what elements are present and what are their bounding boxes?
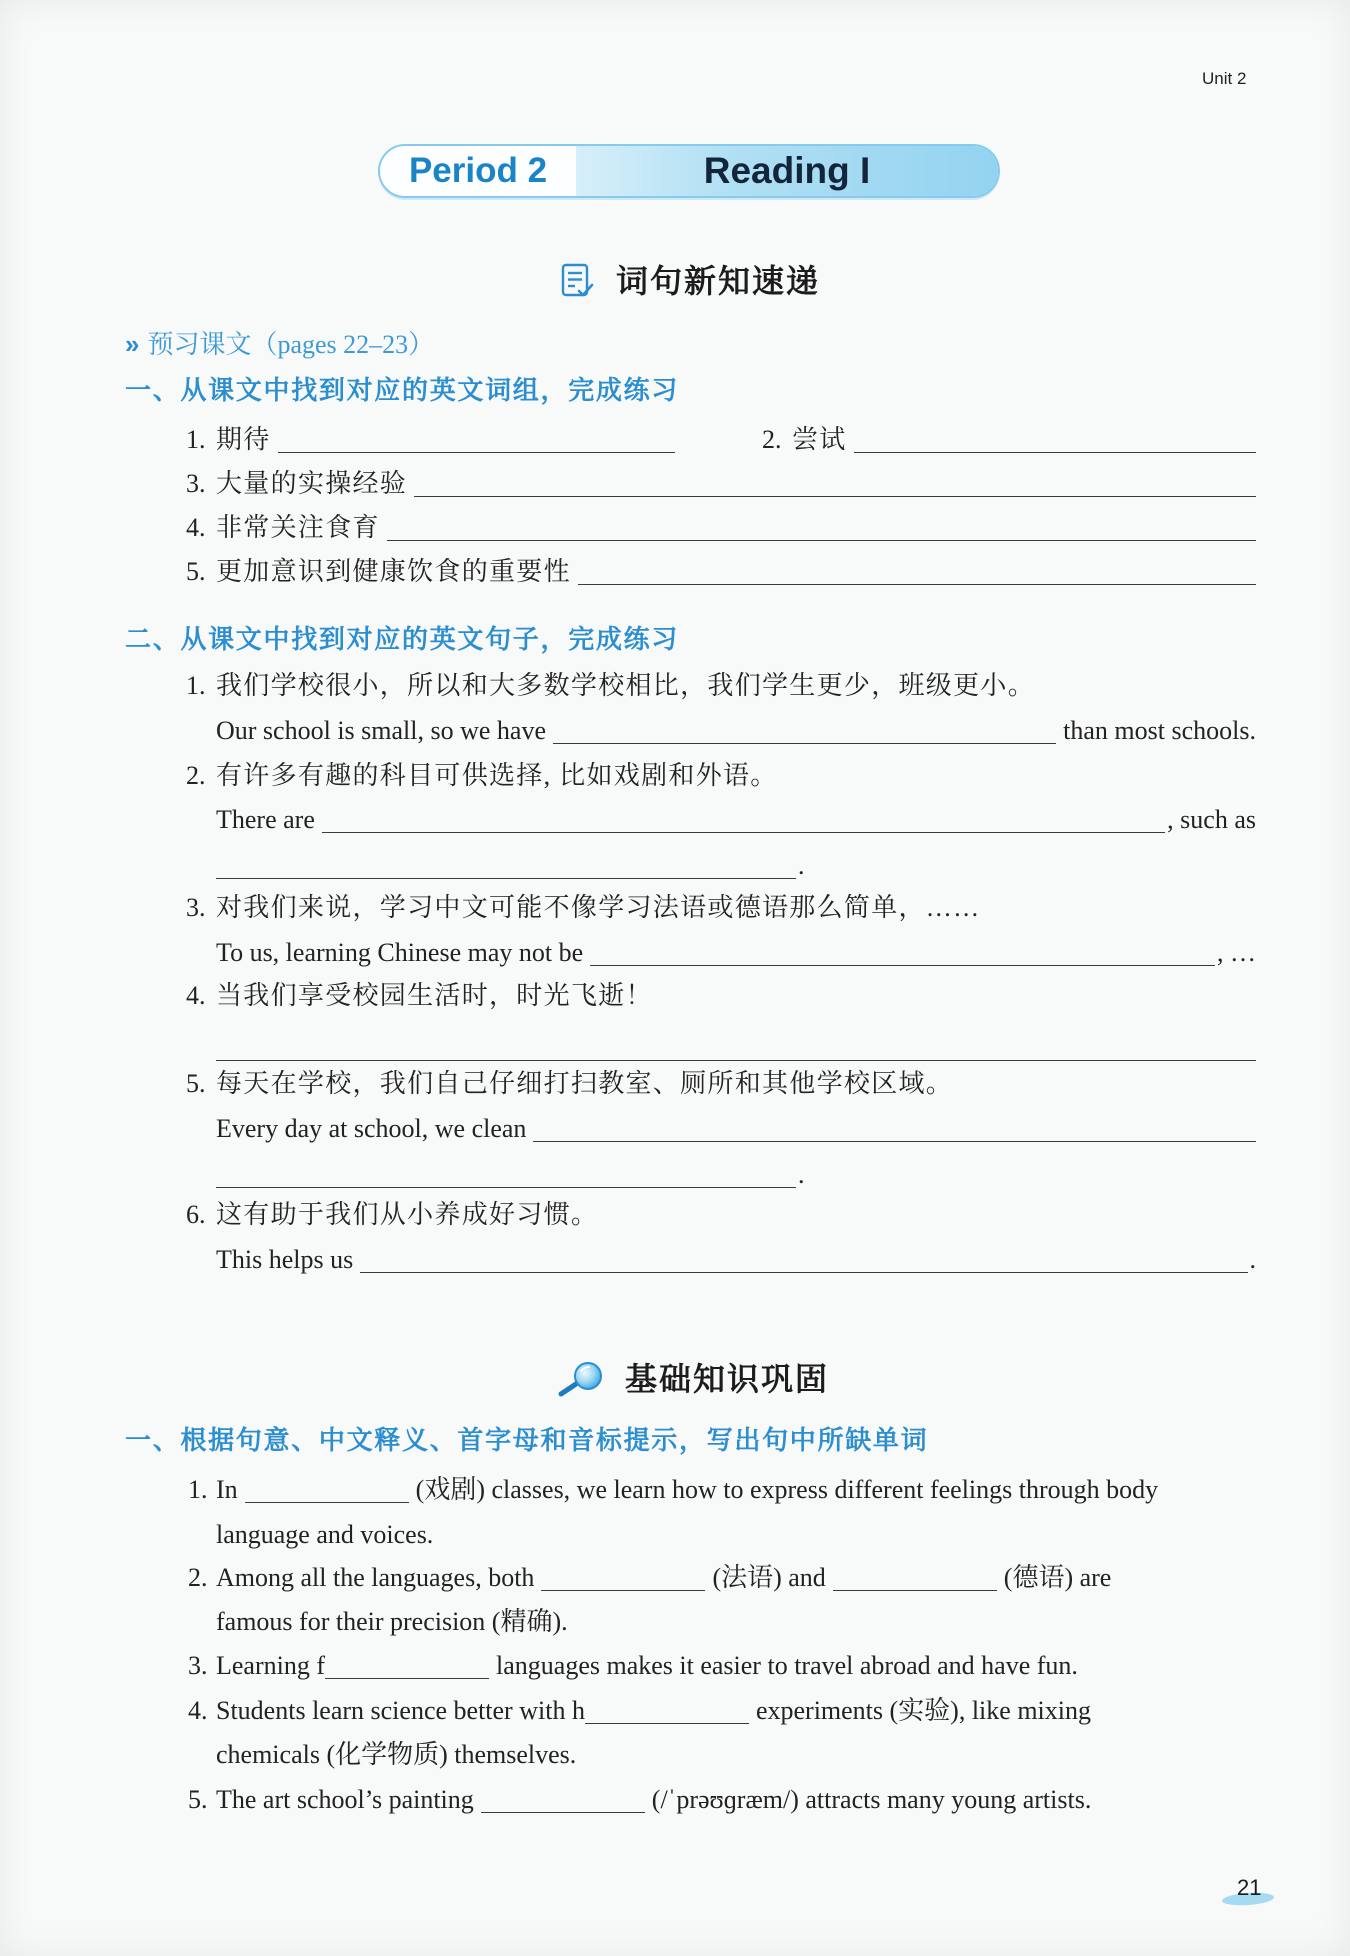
- preview-reference: [125, 326, 434, 363]
- answer-blank: [322, 831, 1165, 833]
- section-title-text: 基础知识巩固: [625, 1361, 830, 1397]
- part-heading-phrases: 一、从课文中找到对应的英文词组，完成练习: [125, 375, 680, 405]
- sentence-start: Among all the languages, both: [216, 1563, 535, 1592]
- page-number: 21: [1237, 1875, 1262, 1900]
- sentence-start: There are: [216, 805, 315, 834]
- sentence-start: Our school is small, so we have: [216, 716, 547, 745]
- sentence-start: This helps us: [216, 1245, 354, 1274]
- sentence-item-english-continued: [216, 848, 805, 884]
- item-number: 2.: [188, 1563, 208, 1592]
- word-item-continued: [216, 1517, 433, 1553]
- sentence-end: than most schools.: [1063, 716, 1256, 745]
- answer-blank: [216, 877, 796, 879]
- answer-blank: [216, 1059, 1256, 1061]
- item-number: 3.: [186, 893, 206, 922]
- answer-blank: [387, 539, 1256, 541]
- phrase-item: [762, 422, 1256, 458]
- notes-check-icon: [559, 261, 599, 301]
- phrase-prompt: 尝试: [792, 425, 847, 454]
- item-number: 2.: [762, 425, 782, 454]
- sentence-middle: , such as: [1167, 805, 1256, 834]
- sentence-item-english: [216, 713, 1256, 749]
- sentence-middle: (法语) and: [712, 1563, 826, 1592]
- sentence-item-english-continued: [216, 1157, 805, 1193]
- item-number: 5.: [186, 1069, 206, 1098]
- sentence-start: Learning f: [216, 1651, 326, 1680]
- answer-blank: [216, 1186, 796, 1188]
- word-item: [188, 1472, 1158, 1508]
- sentence-item-chinese: [186, 758, 778, 794]
- sentence-item-chinese: [186, 1066, 953, 1102]
- section-title-basics: [556, 1359, 829, 1399]
- phrase-prompt: 非常关注食育: [216, 513, 380, 542]
- part-heading-words: 一、根据句意、中文释义、首字母和音标提示，写出句中所缺单词: [125, 1425, 929, 1455]
- sentence-end: (德语) are: [1003, 1563, 1112, 1592]
- answer-blank: [578, 583, 1256, 585]
- answer-blank: [833, 1589, 997, 1591]
- word-item-continued: [216, 1604, 568, 1640]
- item-number: 4.: [186, 513, 206, 542]
- sentence-item-chinese: [186, 890, 980, 926]
- chinese-sentence: 当我们享受校园生活时，时光飞逝！: [216, 981, 653, 1010]
- item-number: 5.: [186, 557, 206, 586]
- answer-blank: [854, 451, 1256, 453]
- sentence-end: .: [798, 851, 805, 880]
- phrase-prompt: 期待: [216, 425, 271, 454]
- answer-blank: [360, 1271, 1247, 1273]
- answer-blank: [245, 1501, 409, 1503]
- answer-blank: [585, 1722, 749, 1724]
- answer-blank: [553, 742, 1056, 744]
- preview-label: 预习课文（pages 22–23）: [147, 330, 435, 359]
- answer-blank: [541, 1589, 705, 1591]
- sentence-item-chinese: [186, 1197, 598, 1233]
- answer-blank: [325, 1677, 489, 1679]
- section-title-vocab: [559, 261, 820, 301]
- sentence-end: .: [1249, 1245, 1256, 1274]
- sentence-continuation: language and voices.: [216, 1520, 434, 1549]
- section-title-text: 词句新知速递: [616, 263, 821, 299]
- answer-blank: [533, 1140, 1256, 1142]
- sentence-start: To us, learning Chinese may not be: [216, 938, 584, 967]
- phrase-item: [186, 554, 1256, 590]
- period-banner: [378, 144, 1000, 198]
- magnifier-icon: [556, 1359, 606, 1399]
- phrase-item: [186, 510, 1256, 546]
- sentence-continuation: famous for their precision (精确).: [216, 1607, 568, 1636]
- chinese-sentence: 我们学校很小，所以和大多数学校相比，我们学生更少，班级更小。: [216, 671, 1036, 700]
- sentence-start: In: [216, 1475, 238, 1504]
- answer-blank: [278, 451, 675, 453]
- sentence-end: languages makes it easier to travel abroad and have fun.: [496, 1651, 1078, 1680]
- sentence-end: .: [798, 1160, 805, 1189]
- word-item: [188, 1648, 1078, 1684]
- sentence-end: (/ˈprəʊɡræm/) attracts many young artists.: [651, 1785, 1092, 1814]
- word-item: [188, 1560, 1111, 1596]
- unit-label: Unit 2: [1202, 69, 1247, 88]
- word-item-continued: [216, 1737, 576, 1773]
- sentence-end: experiments (实验), like mixing: [755, 1696, 1091, 1725]
- sentence-item-chinese: [186, 978, 653, 1014]
- sentence-item-english: [216, 1111, 1256, 1147]
- lesson-title: Reading I: [576, 146, 998, 196]
- chinese-sentence: 这有助于我们从小养成好习惯。: [216, 1200, 599, 1229]
- sentence-item-chinese: [186, 668, 1035, 704]
- item-number: 1.: [188, 1475, 208, 1504]
- chinese-sentence: 有许多有趣的科目可供选择, 比如戏剧和外语。: [216, 761, 778, 790]
- chinese-sentence: 对我们来说，学习中文可能不像学习法语或德语那么简单，……: [216, 893, 981, 922]
- phrase-prompt: 更加意识到健康饮食的重要性: [216, 557, 571, 586]
- item-number: 4.: [188, 1696, 208, 1725]
- sentence-start: Every day at school, we clean: [216, 1114, 527, 1143]
- item-number: 3.: [188, 1651, 208, 1680]
- word-item: [188, 1693, 1091, 1729]
- sentence-end: , …: [1217, 938, 1256, 967]
- answer-blank: [481, 1811, 645, 1813]
- item-number: 5.: [188, 1785, 208, 1814]
- period-label: Period 2: [408, 151, 548, 190]
- sentence-item-english: [216, 802, 1256, 838]
- item-number: 3.: [186, 469, 206, 498]
- answer-blank: [414, 495, 1256, 497]
- item-number: 2.: [186, 761, 206, 790]
- sentence-start: Students learn science better with h: [216, 1696, 585, 1725]
- word-item: [188, 1782, 1091, 1818]
- sentence-continuation: chemicals (化学物质) themselves.: [216, 1740, 577, 1769]
- item-number: 1.: [186, 425, 206, 454]
- item-number: 6.: [186, 1200, 206, 1229]
- sentence-end: (戏剧) classes, we learn how to express different feelings through body: [415, 1475, 1159, 1504]
- phrase-item: [186, 422, 682, 458]
- item-number: 1.: [186, 671, 206, 700]
- phrase-item: [186, 466, 1256, 502]
- sentence-item-english: [216, 1030, 1256, 1066]
- sentence-item-english: [216, 935, 1256, 971]
- chevron-double-icon: »: [125, 329, 140, 359]
- chinese-sentence: 每天在学校，我们自己仔细打扫教室、厕所和其他学校区域。: [216, 1069, 954, 1098]
- sentence-start: The art school’s painting: [216, 1785, 474, 1814]
- part-heading-sentences: 二、从课文中找到对应的英文句子，完成练习: [125, 624, 680, 654]
- item-number: 4.: [186, 981, 206, 1010]
- answer-blank: [590, 964, 1215, 966]
- sentence-item-english: [216, 1242, 1256, 1278]
- phrase-prompt: 大量的实操经验: [216, 469, 408, 498]
